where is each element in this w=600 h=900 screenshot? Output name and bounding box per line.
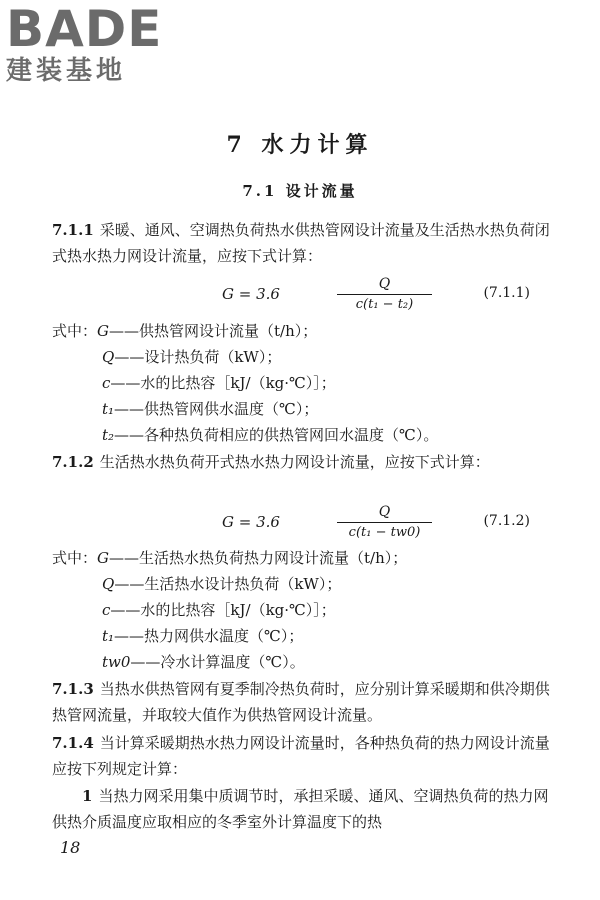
symbol-desc: ——水的比热容［kJ/（kg·℃）］； (110, 374, 336, 392)
symbol-desc: ——设计热负荷（kW）； (114, 348, 282, 366)
symbol-desc: ——供热管网设计流量（t/h）； (109, 322, 318, 340)
paragraph-7-1-2 (52, 449, 552, 475)
where-lead: 式中： (52, 322, 98, 340)
symbol: tw0 (102, 653, 131, 671)
clause-number: 7.1.4 (52, 734, 94, 752)
symbol-row (52, 571, 562, 597)
symbol-row (52, 623, 562, 649)
symbol-list-1 (52, 318, 562, 448)
logo-text-cn: 建装基地 (6, 56, 127, 86)
paragraph-7-1-1 (52, 217, 552, 269)
symbol: G (97, 549, 109, 567)
item-number: 1 (82, 787, 93, 805)
clause-number: 7.1.1 (52, 221, 94, 239)
equation-number: (7.1.1) (483, 285, 530, 301)
symbol: t₁ (102, 627, 115, 645)
symbol-desc: ——水的比热容［kJ/（kg·℃）］； (110, 601, 336, 619)
clause-number: 7.1.3 (52, 680, 94, 698)
symbol: t₁ (102, 400, 115, 418)
equation-lhs: G = 3.6 (222, 513, 280, 531)
symbol: c (102, 601, 111, 619)
clause-text: 采暖、通风、空调热负荷热水供热管网设计流量及生活热水热负荷闭式热水热力网设计流量，应按下式计算： (52, 221, 550, 265)
equation-7-1-2 (52, 503, 552, 543)
paragraph-7-1-3 (52, 676, 552, 728)
symbol-row (52, 370, 562, 396)
symbol-desc: ——热力网供水温度（℃）； (114, 627, 304, 645)
symbol-row (52, 422, 562, 448)
equation-lhs: G = 3.6 (222, 285, 280, 303)
symbol-list-2 (52, 545, 562, 675)
symbol: t₂ (102, 426, 115, 444)
symbol-row (52, 344, 562, 370)
symbol: Q (102, 575, 115, 593)
equation-fraction (337, 503, 432, 542)
symbol-desc: ——生活热水设计热负荷（kW）； (114, 575, 342, 593)
symbol-row (52, 545, 562, 571)
logo-text-en: BADE (6, 0, 163, 58)
equation-7-1-1 (52, 275, 552, 315)
section-title: 7.1 设计流量 (242, 182, 358, 200)
fraction-denominator: c(t₁ − tw0) (348, 525, 421, 540)
symbol-desc: ——各种热负荷相应的供热管网回水温度（℃）。 (114, 426, 439, 444)
fraction-bar (337, 522, 432, 523)
clause-text: 当计算采暖期热水热力网设计流量时，各种热负荷的热力网设计流量应按下列规定计算： (52, 734, 550, 778)
symbol: G (97, 322, 109, 340)
fraction-denominator: c(t₁ − t₂) (355, 297, 414, 312)
symbol-desc: ——冷水计算温度（℃）。 (130, 653, 305, 671)
clause-text: 生活热水热负荷开式热水热力网设计流量，应按下式计算： (99, 453, 490, 471)
symbol-desc: ——生活热水热负荷热力网设计流量（t/h）； (109, 549, 408, 567)
item-text: 当热力网采用集中质调节时，承担采暖、通风、空调热负荷的热力网供热介质温度应取相应的冬季室外计算温度下的热 (52, 787, 549, 831)
symbol-row (52, 396, 562, 422)
symbol-row (52, 597, 562, 623)
fraction-numerator: Q (378, 276, 391, 292)
symbol: c (102, 374, 111, 392)
symbol: Q (102, 348, 115, 366)
equation-fraction (337, 275, 432, 314)
where-lead: 式中： (52, 549, 98, 567)
chapter-title: 7 水力计算 (226, 132, 374, 158)
fraction-numerator: Q (378, 504, 391, 520)
symbol-row (52, 649, 562, 675)
site-logo (6, 0, 181, 86)
page-number: 18 (60, 838, 81, 857)
list-item-1 (52, 783, 552, 835)
symbol-row (52, 318, 562, 344)
equation-number: (7.1.2) (483, 513, 530, 529)
fraction-bar (337, 294, 432, 295)
clause-text: 当热水供热管网有夏季制冷热负荷时，应分别计算采暖期和供冷期供热管网流量，并取较大值作为供热管网设计流量。 (52, 680, 550, 724)
clause-number: 7.1.2 (52, 453, 94, 471)
symbol-desc: ——供热管网供水温度（℃）； (114, 400, 319, 418)
paragraph-7-1-4 (52, 730, 552, 782)
